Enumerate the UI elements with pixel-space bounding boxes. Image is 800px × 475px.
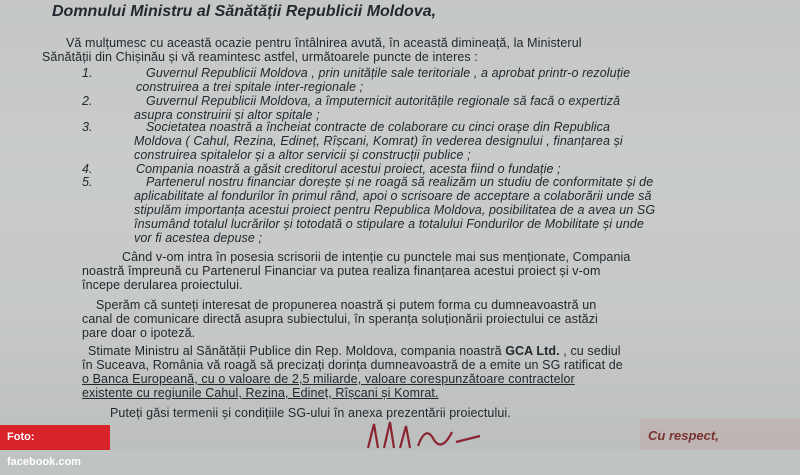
para-3-text: Stimate Ministru al Sănătății Publice din Rep. Moldova, compania noastră <box>88 344 506 358</box>
point-number: 5. <box>82 175 93 189</box>
point-2-line-1: Guvernul Republicii Moldova, a împuternicit autoritățile regionale să facă o expertiză <box>146 94 621 108</box>
para-1-line-3: începe derularea proiectului. <box>82 278 243 292</box>
handwritten-signature <box>360 418 500 450</box>
para-2-line-3: pare doar o ipoteză. <box>82 326 196 340</box>
point-1-line-2: construirea a trei spitale inter-regionale ; <box>136 80 364 94</box>
para-2-line-1: Sperăm că sunteți interesat de propunerea noastră și putem forma cu dumneavoastră un <box>96 298 597 312</box>
letter-salutation: Domnului Ministru al Sănătății Republicii Moldova, <box>52 3 437 20</box>
para-3-text: , cu sediul <box>559 344 621 358</box>
company-name: GCA Ltd. <box>505 344 560 358</box>
para-1-line-1: Când v-om intra în posesia scrisorii de intenție cu punctele mai sus menționate, Compania <box>122 250 631 264</box>
point-3-line-1: Societatea noastră a încheiat contracte de colaborare cu cinci orașe din Republica <box>146 120 611 134</box>
intro-line-1: Vă mulțumesc cu această ocazie pentru întâlnirea avută, în această dimineață, la Ministerul <box>66 36 582 50</box>
intro-line-2: Sănătății din Chișinău și vă reamintesc astfel, următoarele puncte de interes : <box>42 50 478 64</box>
para-2-line-2: canal de comunicare directă asupra subiectului, în speranța soluționării proiectului ce astăzi <box>82 312 598 326</box>
para-3-line-1 <box>88 344 621 358</box>
point-4-line-1: Compania noastră a găsit creditorul acestui proiect, acesta fiind o fundație ; <box>136 162 561 176</box>
point-5-line-3: stipulăm importanța acestui proiect pentru Republica Moldova, posibilitatea de a avea un SG <box>134 203 656 217</box>
point-5-line-1: Partenerul nostru financiar dorește și ne roagă să realizăm un studiu de conformitate și de <box>146 175 654 189</box>
closing-text: Cu respect, <box>648 428 719 443</box>
para-3-line-3: o Banca Europeană, cu o valoare de 2,5 miliarde, valoare corespunzătoare contractelor <box>82 372 575 386</box>
point-3-line-3: construirea spitalelor și a altor servicii și construcții publice ; <box>134 148 471 162</box>
point-5-line-5: vor fi acestea depuse ; <box>134 231 263 245</box>
point-1-line-1: Guvernul Republicii Moldova , prin unitățile sale teritoriale , a aprobat printr-o rezoluție <box>146 66 631 80</box>
point-number: 1. <box>82 66 93 80</box>
point-3-line-2: Moldova ( Cahul, Rezina, Edineț, Rîșcani, Komrat) în vederea designului , finanțarea și <box>134 134 623 148</box>
point-number: 3. <box>82 120 93 134</box>
point-number: 4. <box>82 162 93 176</box>
point-2-line-2: asupra construirii și altor spitale ; <box>134 108 320 122</box>
point-number: 2. <box>82 94 93 108</box>
para-4: Puteți găsi termenii și condițiile SG-ului în anexa prezentării proiectului. <box>110 406 511 420</box>
point-5-line-2: aplicabilitate al fondurilor în primul rând, apoi o scrisoare de acceptare a colaborării unde să <box>134 189 652 203</box>
point-5-line-4: însumând totalul lucrărilor și totodată o stipulare a totalului Fondurilor de Mobilitate și unde <box>134 217 644 231</box>
para-3-line-2: în Suceava, România vă roagă să precizați dorința dumneavoastră de a emite un SG ratificat de <box>82 358 623 372</box>
photo-credit: Foto: facebook.com <box>0 425 110 450</box>
para-3-line-4: existente cu regiunile Cahul, Rezina, Edineț, Rîșcani și Komrat. <box>82 386 439 400</box>
para-1-line-2: noastră împreună cu Partenerul Financiar va putea realiza finanțarea acestui proiect și v-om <box>82 264 601 278</box>
